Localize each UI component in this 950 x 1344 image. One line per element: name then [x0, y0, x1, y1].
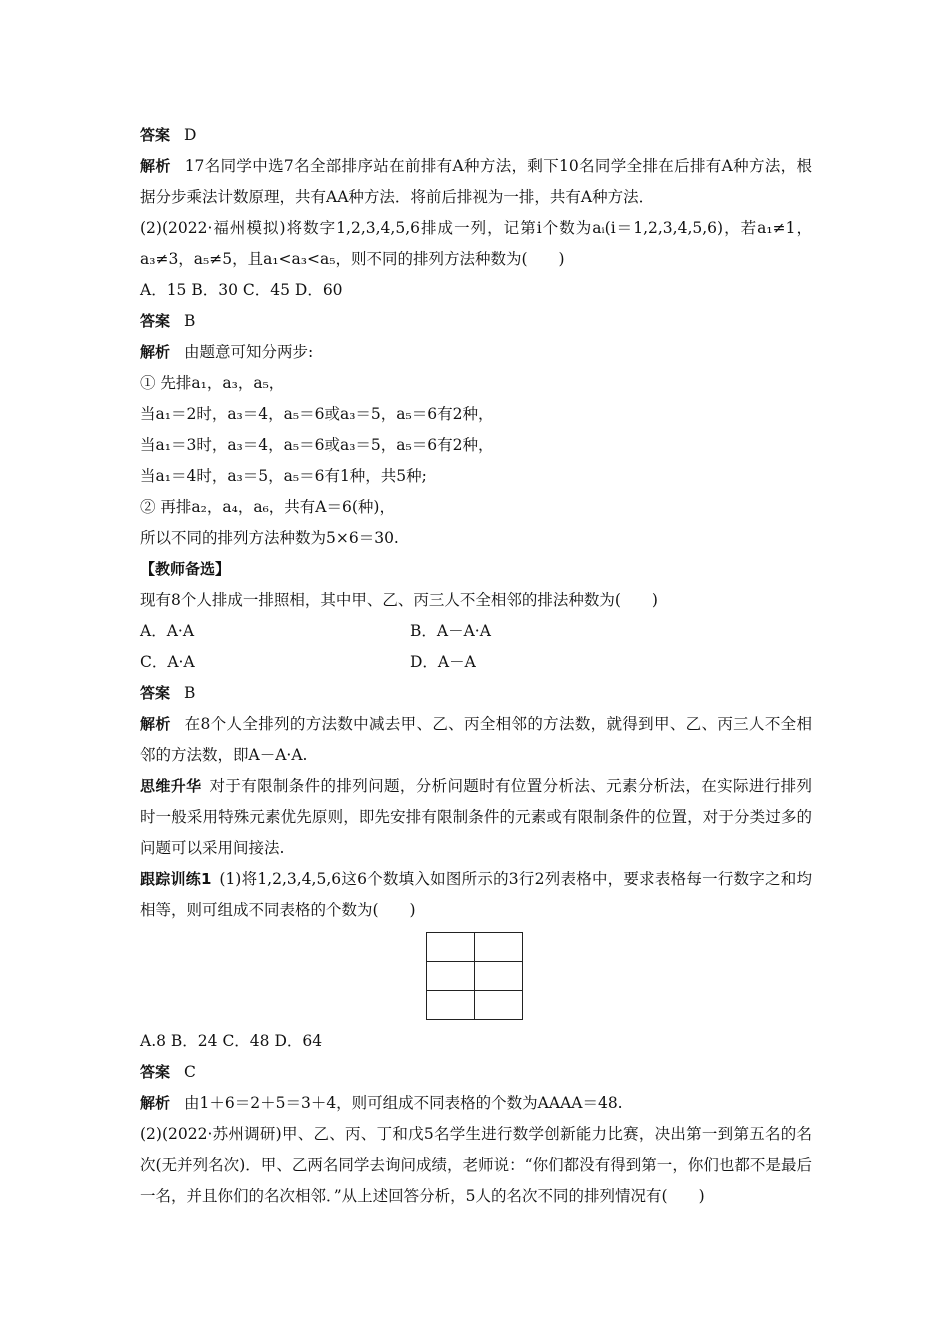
option-right: B．A－A·A	[410, 622, 491, 640]
table-row	[427, 962, 523, 991]
document-page	[140, 120, 812, 1212]
section-label: 答案	[140, 312, 171, 330]
paragraph-text: 由1＋6＝2＋5＝3＋4，则可组成不同表格的个数为AAAA＝48.	[184, 1094, 623, 1112]
paragraph-text: (2)(2022·福州模拟)将数字1,2,3,4,5,6排成一列，记第i个数为aᵢ(i＝1,2,3,4,5,6)，若a₁≠1，a₃≠3，a₅≠5，且a₁<a₃<a₅，则不同的排列方法种数为( )	[140, 219, 812, 268]
options-row	[140, 616, 812, 647]
section-label: 思维升华	[140, 777, 202, 795]
table-cell	[427, 962, 475, 991]
option-right: D．A－A	[410, 653, 476, 671]
section-label: 跟踪训练1	[140, 870, 212, 888]
section-label: 解析	[140, 715, 171, 733]
option-left: A．A·A	[140, 622, 195, 640]
paragraph	[140, 1119, 812, 1212]
blank-table	[426, 932, 523, 1020]
table-row	[427, 991, 523, 1020]
paragraph	[140, 213, 812, 275]
section-label: 答案	[140, 1063, 171, 1081]
text-line: ② 再排a₂，a₄，a₆，共有A＝6(种)，	[140, 498, 395, 516]
table-cell	[427, 991, 475, 1020]
paragraph-text: B	[184, 684, 196, 702]
paragraph	[140, 771, 812, 864]
answer-line	[140, 678, 812, 709]
paragraph-text: 17名同学中选7名全部排序站在前排有A种方法，剩下10名同学全排在后排有A种方法，根据分步乘法计数原理，共有AA种方法．将前后排视为一排，共有A种方法．	[140, 157, 812, 206]
section-label: 解析	[140, 157, 171, 175]
paragraph-text: C	[184, 1063, 196, 1081]
paragraph	[140, 151, 812, 213]
paragraph	[140, 864, 812, 926]
section-label: 解析	[140, 343, 171, 361]
paragraph	[140, 337, 812, 368]
section-heading: 【教师备选】	[140, 560, 231, 578]
paragraph-text: (1)将1,2,3,4,5,6这6个数填入如图所示的3行2列表格中，要求表格每一行数字之和均相等，则可组成不同表格的个数为( )	[140, 870, 813, 919]
text-line: A.8 B．24 C．48 D．64	[140, 1032, 323, 1050]
table-cell	[475, 991, 523, 1020]
answer-line	[140, 306, 812, 337]
table-cell	[475, 962, 523, 991]
paragraph	[140, 709, 812, 771]
answer-line	[140, 1057, 812, 1088]
paragraph-text: 在8个人全排列的方法数中减去甲、乙、丙全相邻的方法数，就得到甲、乙、丙三人不全相邻的方法数，即A－A·A.	[140, 715, 812, 764]
option-left: C．A·A	[140, 653, 195, 671]
paragraph-text: (2)(2022·苏州调研)甲、乙、丙、丁和戊5名学生进行数学创新能力比赛，决出第一到第五名的名次(无并列名次)．甲、乙两名同学去询问成绩，老师说：“你们都没有得到第一，你们也都不是最后一名，并且你们的名次相邻．”从上述回答分析，5人的名次不同的排列情况有( )	[140, 1125, 812, 1205]
paragraph-text: 由题意可知分两步:	[184, 343, 314, 361]
paragraph-text: B	[184, 312, 196, 330]
paragraph	[140, 1088, 812, 1119]
table-cell	[427, 933, 475, 962]
text-line: 当a₁＝2时，a₃＝4，a₅＝6或a₃＝5，a₅＝6有2种，	[140, 405, 494, 423]
text-line: 当a₁＝3时，a₃＝4，a₅＝6或a₃＝5，a₅＝6有2种，	[140, 436, 494, 454]
section-label: 答案	[140, 126, 171, 144]
text-line: 所以不同的排列方法种数为5×6＝30.	[140, 529, 399, 547]
table-cell	[475, 933, 523, 962]
answer-line	[140, 120, 812, 151]
text-line: ① 先排a₁，a₃，a₅，	[140, 374, 285, 392]
paragraph-text: 对于有限制条件的排列问题，分析问题时有位置分析法、元素分析法，在实际进行排列时一般采用特殊元素优先原则，即先安排有限制条件的元素或有限制条件的位置，对于分类过多的问题可以采用间接法.	[140, 777, 812, 857]
text-line: A．15 B．30 C．45 D．60	[140, 281, 343, 299]
table-row	[427, 933, 523, 962]
section-label: 答案	[140, 684, 171, 702]
text-line: 现有8个人排成一排照相，其中甲、乙、丙三人不全相邻的排法种数为( )	[140, 591, 658, 609]
options-row	[140, 647, 812, 678]
paragraph-text: D	[184, 126, 197, 144]
text-line: 当a₁＝4时，a₃＝5，a₅＝6有1种，共5种;	[140, 467, 427, 485]
section-label: 解析	[140, 1094, 171, 1112]
